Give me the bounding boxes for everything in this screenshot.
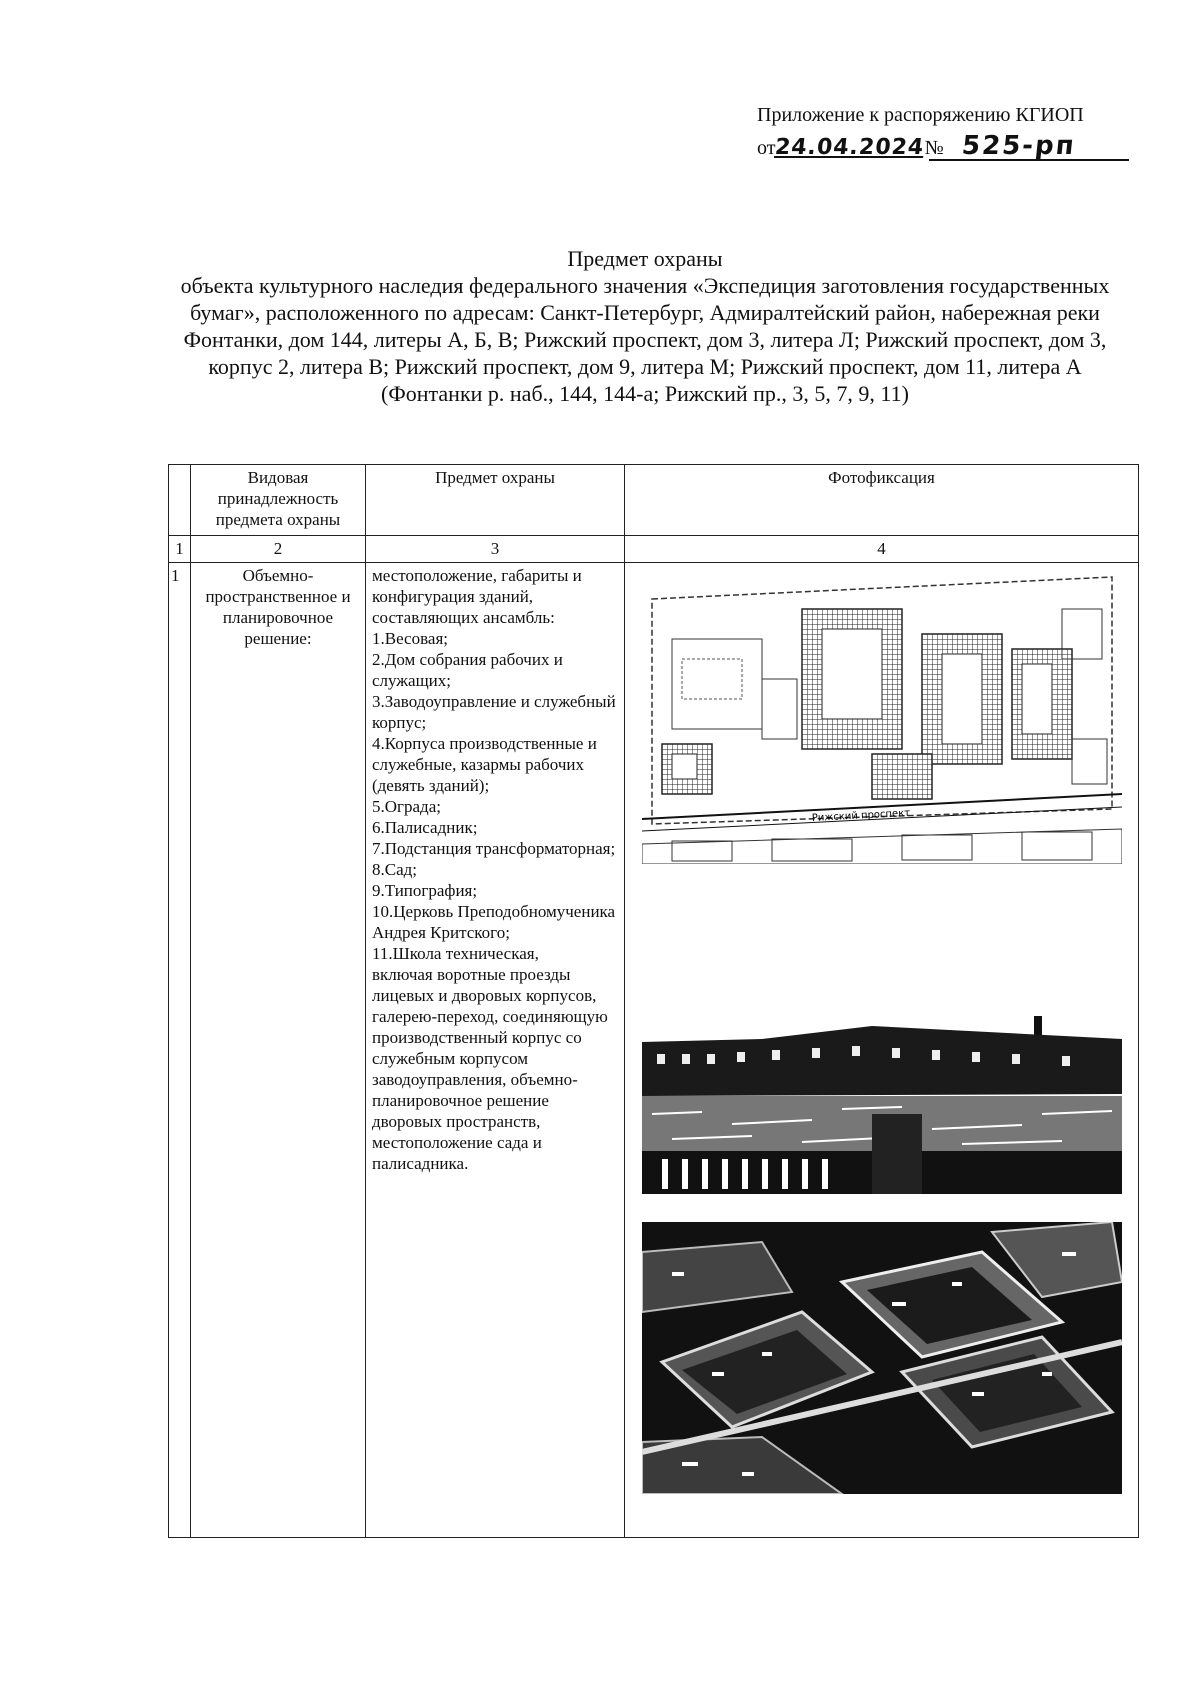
- table-row: [169, 563, 1139, 1538]
- number-underline: [929, 159, 1129, 161]
- list-item: 9.Типография;: [372, 881, 478, 900]
- column-number: 1: [169, 536, 191, 563]
- list-item: 3.Заводоуправление и служебный корпус;: [372, 692, 616, 732]
- list-item: 1.Весовая;: [372, 629, 448, 648]
- column-number: 4: [625, 536, 1139, 563]
- date-prefix: от: [757, 137, 776, 159]
- row-photos: [625, 563, 1139, 1538]
- list-item: 8.Сад;: [372, 860, 418, 879]
- column-number: 2: [191, 536, 366, 563]
- header-cell-num: [169, 465, 191, 536]
- list-item: 10.Церковь Преподобномученика Андрея Критского;: [372, 902, 616, 942]
- header-cell-category: Видовая принадлежность предмета охраны: [191, 465, 366, 536]
- site-plan-map: [642, 569, 1122, 864]
- list-item: 6.Палисадник;: [372, 818, 478, 837]
- protection-table: [168, 464, 1139, 1538]
- list-item: 11.Школа техническая,: [372, 944, 539, 963]
- header-cell-photo: Фотофиксация: [625, 465, 1139, 536]
- document-title: [170, 245, 1120, 407]
- row-subject: [366, 563, 625, 1538]
- list-item: 5.Ограда;: [372, 797, 441, 816]
- subject-outro: включая воротные проезды лицевых и дворовых корпусов, галерею-переход, соединяющую производственный корпус со служебным корпусом заводоуправления, объемно-планировочное решение дворовых пространств, местоположение сада и палисадника.: [372, 965, 608, 1173]
- appendix-date: 24.04.2024: [774, 135, 926, 160]
- list-item: 4.Корпуса производственные и служебные, казармы рабочих (девять зданий);: [372, 734, 597, 795]
- embankment-photo: [642, 1014, 1122, 1194]
- title-description: объекта культурного наследия федерального значения «Экспедиция заготовления государственных бумаг», расположенного по адресам: Санкт-Петербург, Адмиралтейский район, набережная реки Фонтанки, дом 144, литеры А, Б, В; Рижский проспект, дом 3, литера Л; Рижский проспект, дом 3, корпус 2, литера В; Рижский проспект, дом 9, литера М; Рижский проспект, дом 11, литера А (Фонтанки р. наб., 144, 144-а; Рижский пр., 3, 5, 7, 9, 11): [180, 273, 1110, 406]
- title-heading: Предмет охраны: [567, 246, 723, 271]
- aerial-photo: [642, 1222, 1122, 1494]
- list-item: 2.Дом собрания рабочих и служащих;: [372, 650, 563, 690]
- map-street-label: Рижский проспект: [811, 807, 910, 824]
- column-number-row: [169, 536, 1139, 563]
- row-category: Объемно-пространственное и планировочное решение:: [191, 563, 366, 1538]
- column-number: 3: [366, 536, 625, 563]
- table-header-row: [169, 465, 1139, 536]
- appendix-header: [757, 104, 1137, 161]
- list-item: 7.Подстанция трансформаторная;: [372, 839, 616, 858]
- number-prefix: №: [924, 137, 944, 159]
- row-number: 1: [169, 563, 191, 1538]
- appendix-number: 525-рп: [960, 131, 1077, 161]
- appendix-date-number: [757, 131, 1137, 161]
- subject-intro: местоположение, габариты и конфигурация зданий, составляющих ансамбль:: [372, 566, 582, 627]
- header-cell-subject: Предмет охраны: [366, 465, 625, 536]
- appendix-line: Приложение к распоряжению КГИОП: [757, 104, 1084, 126]
